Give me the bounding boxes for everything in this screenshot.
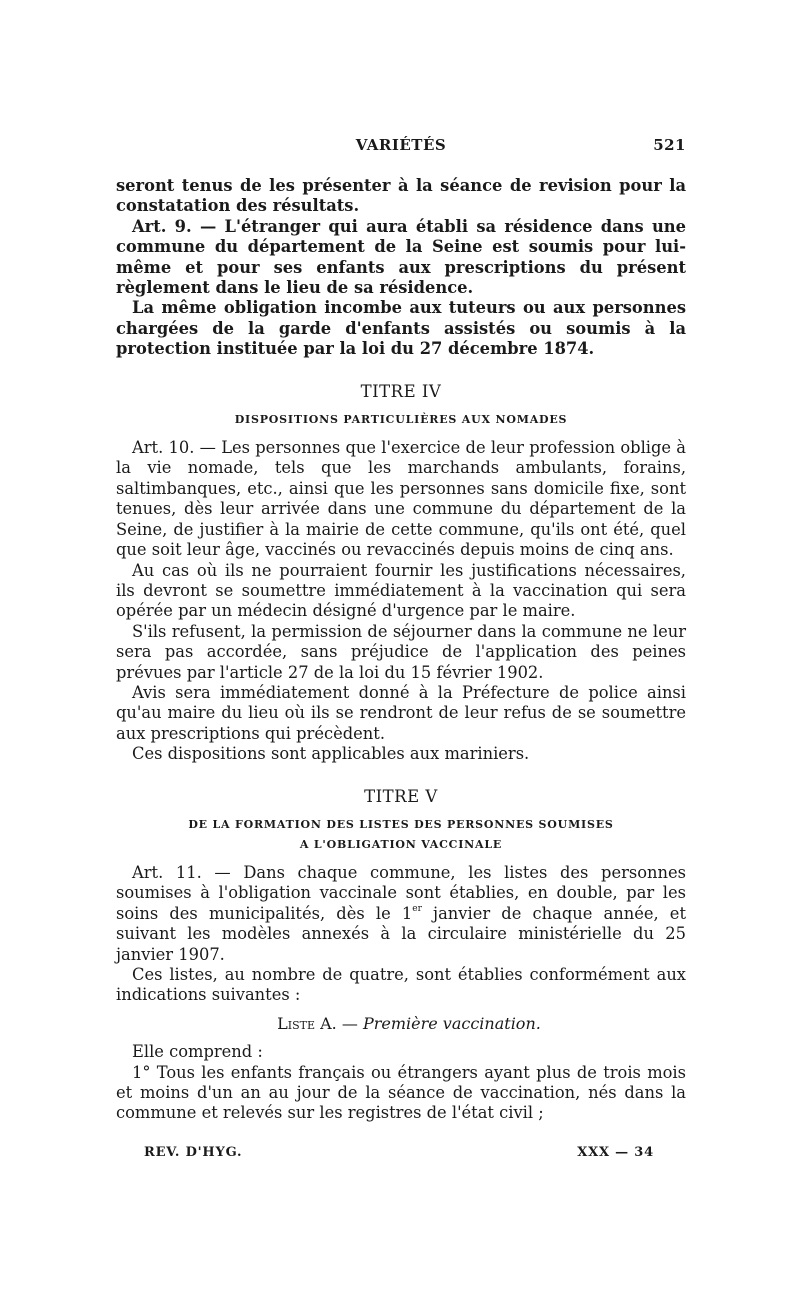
section-art10 [116,438,686,765]
running-header [116,136,686,160]
page-number: 521 [653,136,686,154]
titre-iv-subheading: DISPOSITIONS PARTICULIÈRES AUX NOMADES [234,413,568,427]
paragraph-art10: Art. 10. — Les personnes que l'exercice de leur profession oblige à la vie nomade, tels que les marchands ambulants, forains, saltimbanques, etc., ainsi que les personnes sans domicile fixe, sont tenues, dès leur arrivée dans une commune du département de la Seine, de justifier à la mairie de cette commune, qu'ils ont été, quel que soit leur âge, vaccinés ou revaccinés depuis moins de cinq ans. [116,438,686,560]
paragraph: seront tenus de les présenter à la séance de revision pour la constatation des résultats. [116,176,686,216]
paragraph-art9: Art. 9. — L'étranger qui aura établi sa résidence dans une commune du département de la Seine est soumis pour lui-même et pour ses enfants aux prescriptions du présent règlement dans le lieu de sa résidence. [116,216,686,298]
paragraph: Au cas où ils ne pourraient fournir les justifications nécessaires, ils devront se soumettre immédiatement à la vaccination qui sera opérée par un médecin désigné d'urgence par le maire. [116,560,686,621]
liste-a-heading [116,1014,686,1034]
titre-v-heading: TITRE V [364,786,438,806]
paragraph: 1° Tous les enfants français ou étrangers ayant plus de trois mois et moins d'un an au jour de la séance de vaccination, nés dans la commune et relevés sur les registres de l'état civil ; [116,1062,686,1123]
paragraph: Ces dispositions sont applicables aux mariniers. [132,744,530,764]
titre-v-subheading-line1: DE LA FORMATION DES LISTES DES PERSONNES SOUMISES [188,817,614,831]
art11-superscript: er [412,903,422,914]
paragraph: Avis sera immédiatement donné à la Préfecture de police ainsi qu'au maire du lieu où ils se rendront de leur refus de se soumettre aux prescriptions qui précèdent. [116,682,686,743]
footer-journal: REV. D'HYG. [144,1145,243,1160]
running-title: VARIÉTÉS [355,136,447,154]
section-art9 [116,176,686,360]
liste-a-dash: — [336,1013,363,1033]
paragraph: S'ils refusent, la permission de séjourner dans la commune ne leur sera pas accordée, sans préjudice de l'application des peines prévues par l'article 27 de la loi du 15 février 1902. [116,621,686,682]
titre-iv-heading: TITRE IV [360,381,442,401]
section-art11 [116,863,686,1124]
paragraph: Ces listes, au nombre de quatre, sont établies conformément aux indications suivantes : [116,965,686,1005]
footer-signature: XXX — 34 [577,1145,654,1160]
art11-text-a: Art. 11. — Dans chaque commune, les listes des personnes soumises à l'obligation vaccinale sont établies, en double, par les soins des municipalités, dès le 1 [116,862,686,923]
liste-a-title: Première vaccination. [362,1013,541,1033]
titre-v-subheading-line2: A L'OBLIGATION VACCINALE [299,837,503,851]
body-text [116,176,686,1124]
paragraph-art11 [116,863,686,965]
paragraph: Elle comprend : [132,1042,263,1062]
art11-text-b: janvier de chaque année, et suivant les modèles annexés à la circulaire ministérielle du 25 janvier 1907. [116,903,686,964]
paragraph: La même obligation incombe aux tuteurs ou aux personnes chargées de la garde d'enfants assistés ou soumis à la protection instituée par la loi du 27 décembre 1874. [116,298,686,359]
liste-a-label: Liste A. [277,1013,337,1033]
